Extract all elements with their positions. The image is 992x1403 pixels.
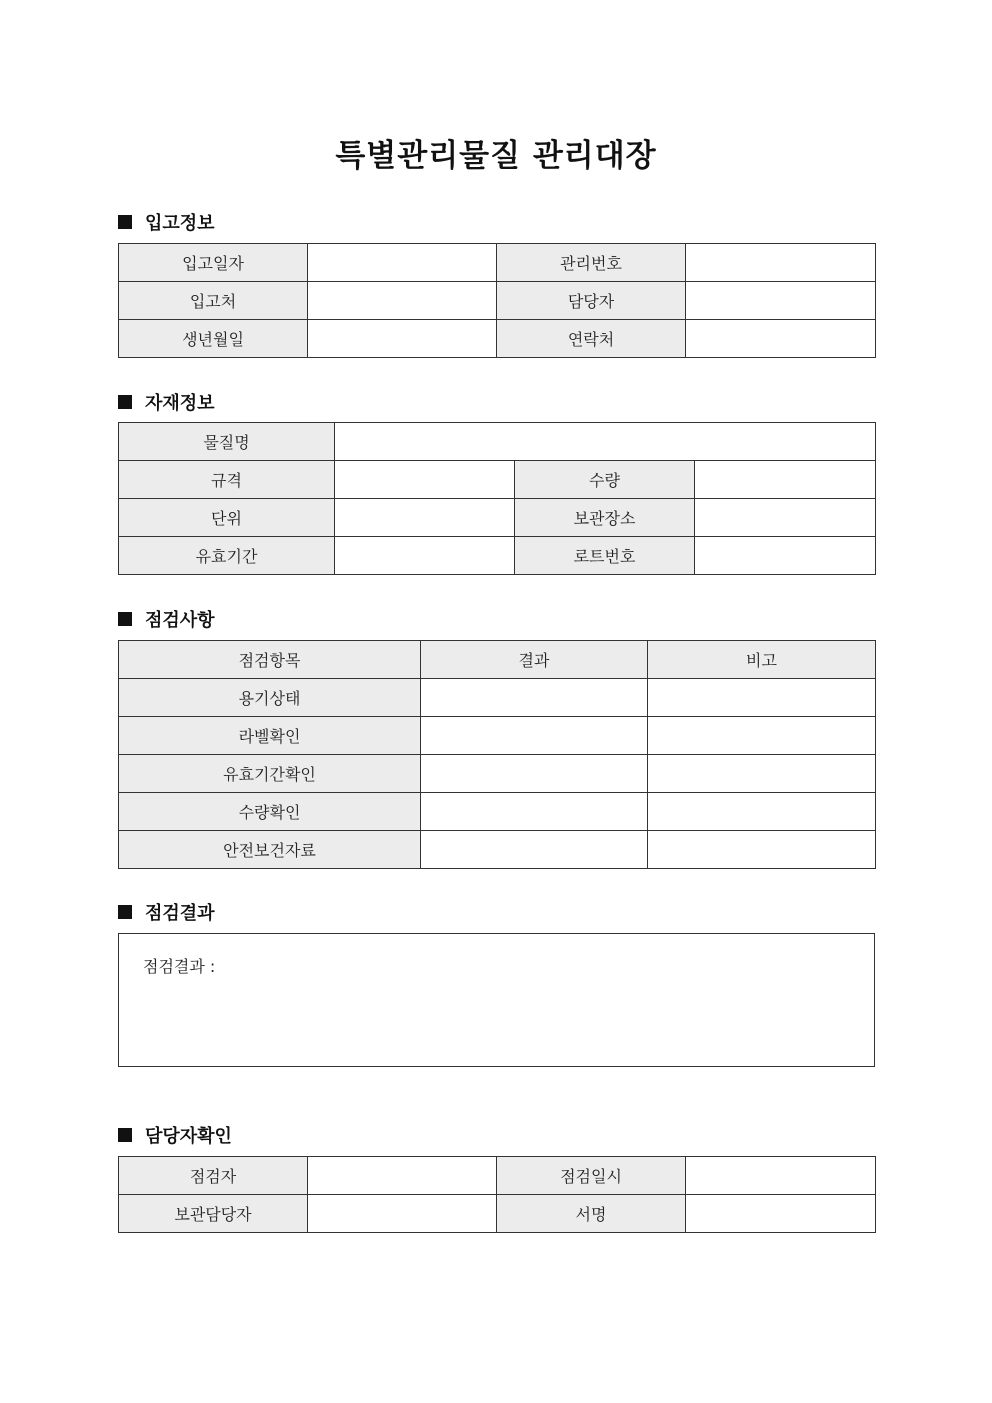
label-signature: 서명 xyxy=(497,1195,686,1233)
label-receipt-date: 입고일자 xyxy=(119,244,308,282)
field-material-name[interactable] xyxy=(335,423,876,461)
column-header-remarks: 비고 xyxy=(648,641,876,679)
section-heading-confirmation xyxy=(118,1122,232,1148)
section-title: 담당자확인 xyxy=(145,1126,232,1147)
inspection-result-cell[interactable] xyxy=(421,793,648,831)
receipt-info-table xyxy=(118,243,876,358)
section-title: 입고정보 xyxy=(145,213,215,234)
inspection-table xyxy=(118,640,876,869)
section-title: 점검결과 xyxy=(145,903,215,924)
table-row xyxy=(119,537,876,575)
field-quantity[interactable] xyxy=(695,461,876,499)
material-info-table xyxy=(118,422,876,575)
inspection-remarks-cell[interactable] xyxy=(648,755,876,793)
field-storage-location[interactable] xyxy=(695,499,876,537)
field-birth-date[interactable] xyxy=(308,320,497,358)
label-quantity: 수량 xyxy=(515,461,695,499)
table-row xyxy=(119,244,876,282)
field-contact[interactable] xyxy=(686,320,876,358)
label-person-in-charge: 담당자 xyxy=(497,282,686,320)
inspection-result-cell[interactable] xyxy=(421,831,648,869)
field-person-in-charge[interactable] xyxy=(686,282,876,320)
square-bullet-icon xyxy=(118,1128,132,1142)
section-title: 점검사항 xyxy=(145,610,215,631)
field-lot-number[interactable] xyxy=(695,537,876,575)
field-specification[interactable] xyxy=(335,461,515,499)
table-row xyxy=(119,320,876,358)
field-inspection-datetime[interactable] xyxy=(686,1157,876,1195)
label-specification: 규격 xyxy=(119,461,335,499)
label-lot-number: 로트번호 xyxy=(515,537,695,575)
table-row xyxy=(119,793,876,831)
label-unit: 단위 xyxy=(119,499,335,537)
label-birth-date: 생년월일 xyxy=(119,320,308,358)
table-row xyxy=(119,679,876,717)
table-row xyxy=(119,717,876,755)
document-title: 특별관리물질 관리대장 xyxy=(335,138,657,174)
label-supplier: 입고처 xyxy=(119,282,308,320)
field-signature[interactable] xyxy=(686,1195,876,1233)
field-expiry-period[interactable] xyxy=(335,537,515,575)
column-header-item: 점검항목 xyxy=(119,641,421,679)
label-storage-location: 보관장소 xyxy=(515,499,695,537)
inspection-remarks-cell[interactable] xyxy=(648,717,876,755)
inspection-result-box[interactable] xyxy=(118,933,875,1067)
label-storage-manager: 보관담당자 xyxy=(119,1195,308,1233)
table-row xyxy=(119,423,876,461)
table-header-row xyxy=(119,641,876,679)
table-row xyxy=(119,755,876,793)
section-title: 자재정보 xyxy=(145,393,215,414)
label-inspection-datetime: 점검일시 xyxy=(497,1157,686,1195)
table-row xyxy=(119,1157,876,1195)
field-supplier[interactable] xyxy=(308,282,497,320)
inspection-result-prompt: 점검결과 : xyxy=(143,957,216,976)
section-heading-receipt xyxy=(118,209,215,235)
table-row xyxy=(119,461,876,499)
label-management-number: 관리번호 xyxy=(497,244,686,282)
square-bullet-icon xyxy=(118,905,132,919)
inspection-remarks-cell[interactable] xyxy=(648,679,876,717)
table-row xyxy=(119,282,876,320)
inspection-item-label: 수량확인 xyxy=(119,793,421,831)
square-bullet-icon xyxy=(118,215,132,229)
inspection-item-label: 안전보건자료 xyxy=(119,831,421,869)
inspection-remarks-cell[interactable] xyxy=(648,793,876,831)
field-unit[interactable] xyxy=(335,499,515,537)
field-management-number[interactable] xyxy=(686,244,876,282)
section-heading-result xyxy=(118,899,215,925)
table-row xyxy=(119,499,876,537)
table-row xyxy=(119,831,876,869)
label-contact: 연락처 xyxy=(497,320,686,358)
inspection-result-cell[interactable] xyxy=(421,755,648,793)
confirmation-table xyxy=(118,1156,876,1233)
column-header-result: 결과 xyxy=(421,641,648,679)
inspection-result-cell[interactable] xyxy=(421,679,648,717)
field-storage-manager[interactable] xyxy=(308,1195,497,1233)
table-row xyxy=(119,1195,876,1233)
section-heading-inspection xyxy=(118,606,215,632)
square-bullet-icon xyxy=(118,395,132,409)
section-heading-material xyxy=(118,389,215,415)
inspection-result-cell[interactable] xyxy=(421,717,648,755)
label-material-name: 물질명 xyxy=(119,423,335,461)
inspection-item-label: 라벨확인 xyxy=(119,717,421,755)
inspection-item-label: 용기상태 xyxy=(119,679,421,717)
inspection-item-label: 유효기간확인 xyxy=(119,755,421,793)
label-inspector: 점검자 xyxy=(119,1157,308,1195)
field-receipt-date[interactable] xyxy=(308,244,497,282)
label-expiry-period: 유효기간 xyxy=(119,537,335,575)
inspection-remarks-cell[interactable] xyxy=(648,831,876,869)
square-bullet-icon xyxy=(118,612,132,626)
field-inspector[interactable] xyxy=(308,1157,497,1195)
